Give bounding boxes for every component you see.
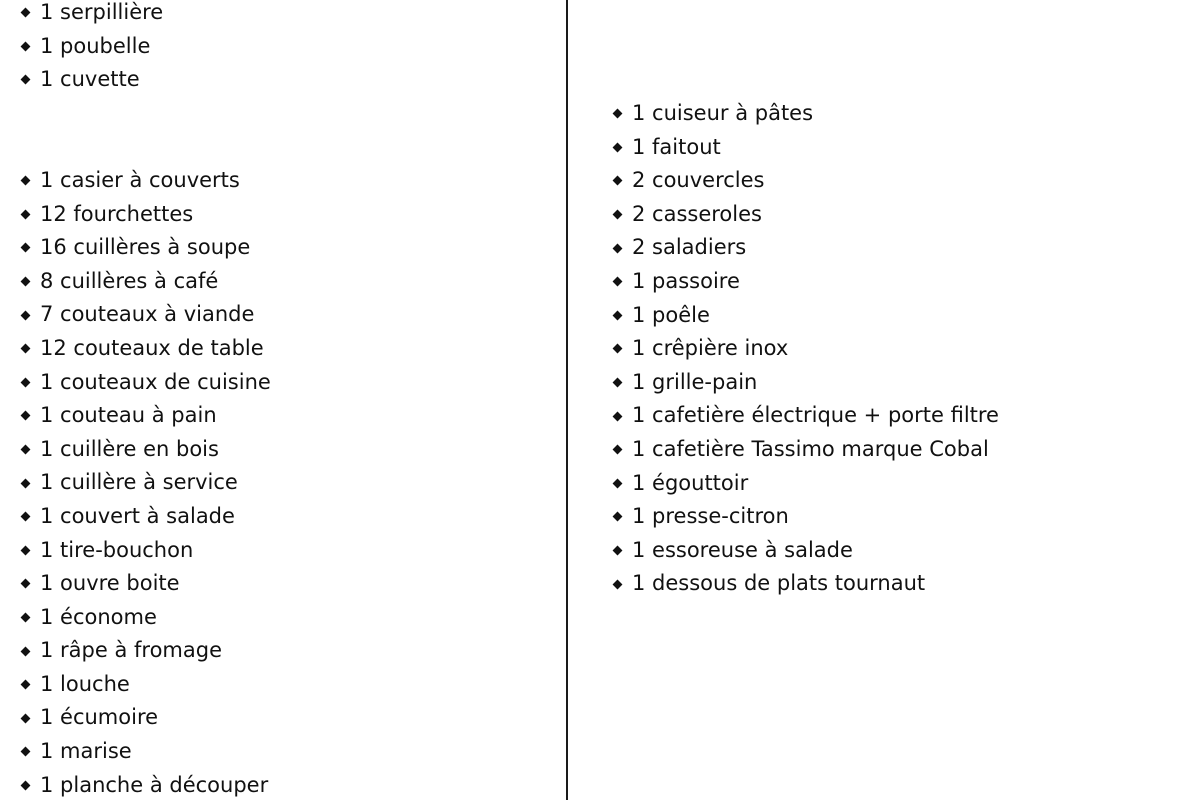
list-item <box>612 231 1172 265</box>
diamond-bullet-icon <box>21 176 31 186</box>
item-label: 1 cafetière électrique + porte filtre <box>632 403 999 428</box>
diamond-bullet-icon <box>613 142 623 152</box>
diamond-bullet-icon <box>21 680 31 690</box>
list-item <box>612 534 1172 568</box>
diamond-bullet-icon <box>21 512 31 522</box>
diamond-bullet-icon <box>21 243 31 253</box>
diamond-bullet-icon <box>613 546 623 556</box>
list-item <box>20 433 560 467</box>
list-item <box>20 231 560 265</box>
list-item <box>20 601 560 635</box>
left-column-list <box>20 0 560 802</box>
list-item <box>612 198 1172 232</box>
diamond-bullet-icon <box>21 478 31 488</box>
list-item <box>20 366 560 400</box>
diamond-bullet-icon <box>21 277 31 287</box>
diamond-bullet-icon <box>21 445 31 455</box>
diamond-bullet-icon <box>21 613 31 623</box>
item-label: 1 planche à découper <box>40 772 269 797</box>
item-label: 1 faitout <box>632 134 721 159</box>
item-label: 1 couteau à pain <box>40 403 217 428</box>
group-spacer <box>20 130 560 164</box>
item-label: 1 grille-pain <box>632 369 758 394</box>
diamond-bullet-icon <box>21 646 31 656</box>
item-label: 12 couteaux de table <box>40 335 264 360</box>
item-label: 1 cuillère à service <box>40 470 238 495</box>
item-label: 1 poubelle <box>40 33 151 58</box>
diamond-bullet-icon <box>613 310 623 320</box>
item-label: 16 cuillères à soupe <box>40 235 251 260</box>
list-item <box>20 466 560 500</box>
group-spacer <box>20 97 560 131</box>
diamond-bullet-icon <box>21 579 31 589</box>
list-item <box>612 500 1172 534</box>
diamond-bullet-icon <box>613 210 623 220</box>
item-label: 1 écumoire <box>40 705 159 730</box>
item-label: 8 cuillères à café <box>40 268 219 293</box>
diamond-bullet-icon <box>613 176 623 186</box>
item-label: 2 casseroles <box>632 201 762 226</box>
list-item <box>20 399 560 433</box>
list-item <box>20 634 560 668</box>
list-item <box>20 30 560 64</box>
item-label: 7 couteaux à viande <box>40 302 255 327</box>
item-label: 1 couteaux de cuisine <box>40 369 271 394</box>
list-item <box>20 567 560 601</box>
list-item <box>20 63 560 97</box>
diamond-bullet-icon <box>613 411 623 421</box>
item-label: 12 fourchettes <box>40 201 194 226</box>
item-label: 1 poêle <box>632 302 710 327</box>
list-item <box>612 131 1172 165</box>
diamond-bullet-icon <box>613 243 623 253</box>
list-item <box>20 164 560 198</box>
item-label: 1 râpe à fromage <box>40 638 222 663</box>
diamond-bullet-icon <box>21 344 31 354</box>
diamond-bullet-icon <box>21 209 31 219</box>
item-label: 1 serpillière <box>40 0 164 24</box>
list-item <box>20 534 560 568</box>
list-item <box>612 399 1172 433</box>
diamond-bullet-icon <box>21 545 31 555</box>
diamond-bullet-icon <box>613 277 623 287</box>
list-item <box>612 366 1172 400</box>
diamond-bullet-icon <box>21 41 31 51</box>
list-item <box>20 735 560 769</box>
diamond-bullet-icon <box>21 781 31 791</box>
list-item <box>612 299 1172 333</box>
list-item <box>20 332 560 366</box>
diamond-bullet-icon <box>613 512 623 522</box>
list-item <box>612 567 1172 601</box>
list-item <box>612 265 1172 299</box>
list-item <box>20 769 560 802</box>
item-label: 1 essoreuse à salade <box>632 537 853 562</box>
item-label: 1 cuvette <box>40 67 140 92</box>
diamond-bullet-icon <box>21 377 31 387</box>
list-item <box>20 500 560 534</box>
list-item <box>20 668 560 702</box>
list-item <box>20 265 560 299</box>
list-item <box>20 0 560 30</box>
item-label: 2 couvercles <box>632 168 765 193</box>
diamond-bullet-icon <box>21 310 31 320</box>
right-column-list <box>612 97 1172 601</box>
list-item <box>20 198 560 232</box>
item-label: 1 ouvre boite <box>40 571 180 596</box>
diamond-bullet-icon <box>21 75 31 85</box>
item-label: 1 cafetière Tassimo marque Cobal <box>632 436 989 461</box>
diamond-bullet-icon <box>21 8 31 18</box>
diamond-bullet-icon <box>21 713 31 723</box>
diamond-bullet-icon <box>613 478 623 488</box>
item-label: 1 presse-citron <box>632 504 789 529</box>
diamond-bullet-icon <box>613 579 623 589</box>
list-item <box>20 701 560 735</box>
item-label: 1 économe <box>40 604 157 629</box>
item-label: 1 cuillère en bois <box>40 436 219 461</box>
diamond-bullet-icon <box>21 747 31 757</box>
item-label: 2 saladiers <box>632 235 747 260</box>
diamond-bullet-icon <box>613 344 623 354</box>
diamond-bullet-icon <box>613 445 623 455</box>
list-item <box>612 467 1172 501</box>
item-label: 1 dessous de plats tournaut <box>632 571 926 596</box>
list-item <box>612 97 1172 131</box>
list-item <box>612 164 1172 198</box>
list-item <box>612 433 1172 467</box>
item-label: 1 louche <box>40 671 130 696</box>
column-divider <box>566 0 568 800</box>
item-label: 1 crêpière inox <box>632 336 789 361</box>
diamond-bullet-icon <box>21 411 31 421</box>
diamond-bullet-icon <box>613 109 623 119</box>
diamond-bullet-icon <box>613 378 623 388</box>
list-item <box>612 332 1172 366</box>
item-label: 1 marise <box>40 739 132 764</box>
item-label: 1 égouttoir <box>632 470 749 495</box>
item-label: 1 passoire <box>632 268 740 293</box>
item-label: 1 casier à couverts <box>40 167 240 192</box>
item-label: 1 cuiseur à pâtes <box>632 101 814 125</box>
item-label: 1 couvert à salade <box>40 503 235 528</box>
list-item <box>20 298 560 332</box>
item-label: 1 tire-bouchon <box>40 537 194 562</box>
